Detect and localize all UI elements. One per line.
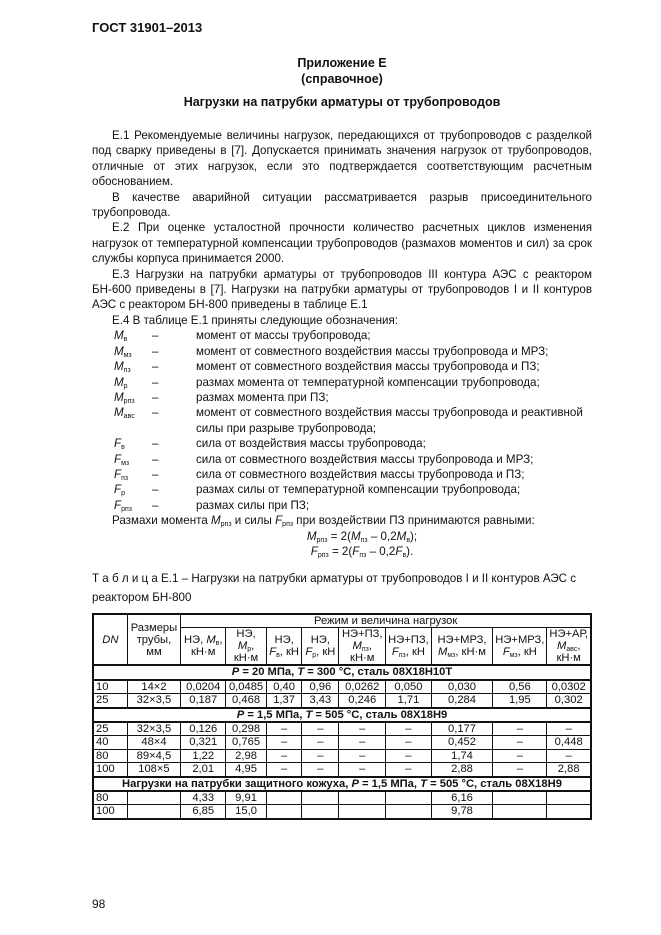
table-cell: – (339, 722, 386, 736)
ranges-sentence (92, 513, 592, 528)
table-cell: – (339, 749, 386, 762)
table-cell: 0,0262 (339, 680, 386, 694)
table-cell: 2,01 (181, 763, 226, 777)
paragraph: Е.4 В таблице Е.1 приняты следующие обозначения: (112, 313, 398, 327)
symbol-letter: M (114, 406, 124, 420)
column-header (181, 628, 226, 666)
symbol-subscript: р (121, 490, 125, 498)
text-segment: M (556, 640, 567, 653)
col-group: Режим и величина нагрузок (181, 614, 591, 628)
table-cell: – (302, 722, 339, 736)
symbol-subscript: рпз (121, 505, 132, 513)
table-cell: 0,177 (431, 722, 493, 736)
text-segment: авс (566, 646, 578, 654)
col-dn (93, 614, 127, 665)
text-segment: Размеры трубы, мм (130, 621, 178, 658)
definition-text: сила от воздействия массы трубопровода; (196, 437, 426, 451)
symbol-letter: M (114, 329, 124, 343)
symbol (114, 467, 152, 482)
text-segment: пз (398, 652, 406, 660)
definition-item (114, 359, 592, 374)
column-header (266, 628, 301, 666)
table-cell: – (386, 763, 432, 777)
text-segment: M (206, 634, 216, 647)
text-segment: = 300 °С, сталь 08Х18Н10Т (304, 666, 453, 679)
dash: – (152, 375, 159, 389)
text-segment: = 1,5 МПа, (358, 777, 421, 790)
table-cell (302, 805, 339, 819)
definition-text: размах силы при ПЗ; (196, 498, 310, 512)
table-cell: – (266, 722, 301, 736)
table-cell: 15,0 (226, 805, 267, 819)
definition-item (114, 452, 592, 467)
table-cell: – (493, 722, 547, 736)
table-cell: 1,74 (431, 749, 493, 762)
text-segment: при воздействии ПЗ принимаются равными: (293, 514, 535, 528)
text-segment: в (402, 551, 407, 559)
text-segment: и силы (231, 514, 276, 528)
symbol (114, 498, 152, 513)
page-number: 98 (92, 897, 106, 911)
symbol-letter: M (114, 344, 124, 358)
column-header (386, 628, 432, 666)
table-cell (266, 791, 301, 805)
loads-table (92, 613, 592, 819)
table-cell: 80 (93, 791, 127, 805)
definition-item (114, 467, 592, 482)
text-segment: НЭ, (236, 628, 256, 641)
column-header (431, 628, 493, 666)
table-row (93, 722, 591, 736)
table-cell: 0,187 (181, 694, 226, 708)
symbol (114, 375, 152, 390)
symbol-subscript: в (123, 336, 128, 344)
table-cell: 0,40 (266, 680, 301, 694)
appendix-note: (справочное) (301, 72, 383, 86)
dash: – (152, 329, 159, 343)
text-segment: M (438, 646, 448, 659)
table-cell: – (493, 736, 547, 749)
table-cell: 0,246 (339, 694, 386, 708)
symbol-subscript: пз (123, 367, 131, 375)
formula-f (92, 544, 592, 559)
text-segment: НЭ, (310, 634, 330, 647)
table-cell: 0,321 (181, 736, 226, 749)
table-cell: – (386, 736, 432, 749)
table-cell: 9,78 (431, 805, 493, 819)
definition-text: сила от совместного воздействия массы трубопровода и ПЗ; (196, 467, 525, 481)
table-cell (493, 805, 547, 819)
definitions-list (114, 328, 592, 513)
symbol (114, 359, 152, 374)
table-cell: 108×5 (127, 763, 181, 777)
text-segment: Размахи момента (112, 514, 211, 528)
definition-item (114, 482, 592, 497)
text-segment: P (231, 666, 240, 679)
definition-item (114, 375, 592, 390)
text-segment: р (247, 646, 252, 654)
table-row (93, 791, 591, 805)
symbol-letter: F (114, 437, 122, 451)
symbol-subscript: мз (121, 459, 130, 467)
symbol-subscript: мз (123, 351, 132, 359)
text-segment: , кН·м (233, 640, 259, 665)
text-segment: F (395, 544, 403, 558)
table-cell: 100 (93, 763, 127, 777)
body-text (92, 128, 592, 559)
table-cell: 0,468 (226, 694, 267, 708)
dash: – (152, 498, 159, 512)
table-cell: 0,452 (431, 736, 493, 749)
section-row (93, 665, 591, 679)
table-cell: 0,0204 (181, 680, 226, 694)
definition-item (114, 344, 592, 359)
text-segment: T (297, 666, 305, 679)
text-segment: F (305, 646, 313, 659)
text-segment: пз (361, 646, 369, 654)
column-header (339, 628, 386, 666)
text-segment: F (275, 514, 283, 528)
table-cell: 0,0485 (226, 680, 267, 694)
text-segment: F (352, 544, 360, 558)
text-segment: , кН (279, 646, 299, 659)
table-cell: 2,98 (226, 749, 267, 762)
symbol-letter: M (114, 390, 124, 404)
text-segment: F (502, 646, 510, 659)
text-segment: – 0,2 (367, 529, 397, 543)
text-segment: M (306, 529, 317, 543)
definition-item (114, 436, 592, 451)
table-row (93, 680, 591, 694)
table-cell: 40 (93, 736, 127, 749)
text-segment: НЭ+ПЗ, (388, 634, 429, 647)
table-cell: 0,030 (431, 680, 493, 694)
text-segment: – 0,2 (366, 544, 396, 558)
dash: – (152, 452, 159, 466)
table-cell: 1,71 (386, 694, 432, 708)
table-cell: 3,43 (302, 694, 339, 708)
table-cell (266, 805, 301, 819)
text-segment: НЭ, (183, 634, 207, 647)
text-segment: в (276, 652, 280, 660)
text-segment: НЭ+АР, (549, 628, 588, 641)
table-cell (339, 791, 386, 805)
document-header: ГОСТ 31901–2013 (92, 20, 203, 35)
text-segment: в (406, 536, 411, 544)
text-segment: = 505 °С, сталь 08Х18Н9 (312, 708, 448, 721)
table-cell: – (547, 722, 591, 736)
definition-item (114, 498, 592, 513)
text-segment: M (396, 529, 407, 543)
symbol (114, 436, 152, 451)
section-title (93, 708, 591, 722)
table-cell: 0,302 (547, 694, 591, 708)
table-cell: – (493, 749, 547, 762)
table-cell: 1,37 (266, 694, 301, 708)
symbol (114, 405, 152, 436)
table-cell: 0,0302 (547, 680, 591, 694)
table-cell: 0,298 (226, 722, 267, 736)
section-title: Нагрузки на патрубки арматуры от трубопроводов (183, 95, 501, 109)
text-segment: ); (410, 529, 418, 543)
text-segment: , кН·м (191, 634, 223, 659)
dash: – (152, 483, 159, 497)
text-segment: рпз (316, 536, 328, 544)
definition-item (114, 328, 592, 343)
table-cell: 80 (93, 749, 127, 762)
text-segment: НЭ, (274, 634, 294, 647)
text-segment: , кН·м (350, 640, 375, 665)
table-cell: – (302, 749, 339, 762)
table-cell: – (386, 722, 432, 736)
symbol-letter: F (114, 498, 122, 512)
symbol (114, 482, 152, 497)
section-title (93, 665, 591, 679)
definition-text: момент от совместного воздействия массы трубопровода и реактивной силы при разрыве трубопровода; (196, 406, 583, 435)
table-cell: – (266, 763, 301, 777)
dash: – (152, 344, 159, 358)
symbol-subscript: авс (123, 413, 135, 421)
table-cell: – (386, 749, 432, 762)
dash: – (152, 360, 159, 374)
table-cell: – (339, 763, 386, 777)
symbol (114, 328, 152, 343)
text-segment: M (352, 640, 362, 653)
text-segment: F (269, 646, 277, 659)
table-cell: 0,126 (181, 722, 226, 736)
section-row (93, 708, 591, 722)
table-cell: 4,95 (226, 763, 267, 777)
definition-text: сила от совместного воздействия массы трубопровода и МРЗ; (196, 452, 534, 466)
text-segment: DN (102, 633, 119, 646)
table-row (93, 694, 591, 708)
table-cell: 0,448 (547, 736, 591, 749)
definition-text: момент от совместного воздействия массы трубопровода и МРЗ; (196, 344, 549, 358)
dash: – (152, 467, 159, 481)
symbol (114, 390, 152, 405)
appendix-title: Приложение Е (297, 56, 387, 70)
table-cell: 0,050 (386, 680, 432, 694)
table-cell: 2,88 (431, 763, 493, 777)
text-segment: мз (447, 652, 456, 660)
definition-text: момент от массы трубопровода; (196, 329, 371, 343)
table-cell: 4,33 (181, 791, 226, 805)
text-segment: рпз (220, 521, 232, 529)
text-segment: = 20 МПа, (239, 666, 298, 679)
table-cell (547, 791, 591, 805)
dash: – (152, 390, 159, 404)
table-cell: 0,56 (493, 680, 547, 694)
formula-m (92, 529, 592, 544)
table-cell (386, 791, 432, 805)
table-cell: – (339, 736, 386, 749)
table-cell: 0,765 (226, 736, 267, 749)
paragraph: Е.3 Нагрузки на патрубки арматуры от трубопроводов III контура АЭС с реактором БН-600 приведены в [7]. Нагрузки на патрубки арматуры от трубопроводов I и II контуров АЭС с реактором БН-800 приведены в таблице Е.1 (92, 267, 592, 312)
text-segment: ). (406, 544, 414, 558)
dash: – (152, 437, 159, 451)
symbol-letter: F (114, 483, 122, 497)
table-cell: 6,85 (181, 805, 226, 819)
text-segment: M (350, 529, 361, 543)
text-segment: мз (509, 652, 518, 660)
table-cell: – (493, 763, 547, 777)
table-cell (302, 791, 339, 805)
section-title (93, 777, 591, 791)
table-cell: 0,284 (431, 694, 493, 708)
table-cell: 32×3,5 (127, 722, 181, 736)
text-segment: , кН·м (556, 640, 581, 665)
table-cell: 2,88 (547, 763, 591, 777)
table-cell: – (302, 736, 339, 749)
table-cell: 25 (93, 694, 127, 708)
text-segment: = 2( (327, 529, 351, 543)
table-caption: Т а б л и ц а Е.1 – Нагрузки на патрубки арматуры от трубопроводов I и II контуров АЭС с реактором БН-800 (92, 572, 577, 605)
table-row (93, 763, 591, 777)
symbol-subscript: рпз (123, 397, 135, 405)
text-segment: Нагрузки на патрубки защитного кожуха, (122, 777, 352, 790)
text-segment: M (237, 640, 248, 653)
table-cell: – (547, 749, 591, 762)
table-cell: 1,95 (493, 694, 547, 708)
column-header (547, 628, 591, 666)
table-cell: 48×4 (127, 736, 181, 749)
table-cell: 1,22 (181, 749, 226, 762)
text-segment: M (210, 514, 221, 528)
text-segment: , кН·м (455, 646, 486, 659)
table-cell (127, 791, 181, 805)
symbol-letter: F (114, 467, 122, 481)
table-cell: 9,91 (226, 791, 267, 805)
text-segment: НЭ+МРЗ, (437, 634, 487, 647)
table-cell: – (302, 763, 339, 777)
text-segment: P (236, 708, 245, 721)
text-segment: , кН (517, 646, 537, 659)
table-cell: 6,16 (431, 791, 493, 805)
table-cell: 10 (93, 680, 127, 694)
text-segment: НЭ+ПЗ, (341, 628, 383, 641)
text-segment: = 2( (328, 544, 353, 558)
definition-text: момент от совместного воздействия массы трубопровода и ПЗ; (196, 360, 540, 374)
table-cell: 100 (93, 805, 127, 819)
symbol-subscript: р (123, 382, 128, 390)
text-segment: , кН (316, 646, 336, 659)
text-segment: р (312, 652, 317, 660)
text-segment: рпз (282, 521, 294, 529)
symbol (114, 452, 152, 467)
paragraph: В качестве аварийной ситуации рассматривается разрыв присоединительного трубопровода. (92, 190, 592, 220)
table-row (93, 805, 591, 819)
symbol-letter: M (114, 360, 124, 374)
text-segment: T (420, 777, 427, 790)
text-segment: в (215, 640, 220, 648)
symbol-letter: M (114, 375, 124, 389)
table-cell: – (266, 749, 301, 762)
text-segment: F (391, 646, 399, 659)
table-cell: 25 (93, 722, 127, 736)
table-cell: 89×4,5 (127, 749, 181, 762)
text-segment: , кН (405, 646, 425, 659)
table-cell (493, 791, 547, 805)
text-segment: рпз (317, 551, 329, 559)
table-cell: 0,96 (302, 680, 339, 694)
column-header (302, 628, 339, 666)
text-segment: пз (359, 551, 367, 559)
paragraph: Е.2 При оценке усталостной прочности количество расчетных циклов изменения нагрузок от температурной компенсации трубопроводов (размахов моментов и сил) за срок службы корпуса принимается 2000. (92, 221, 592, 266)
definition-text: размах момента от температурной компенсации трубопровода; (196, 375, 540, 389)
symbol (114, 344, 152, 359)
table-row (93, 749, 591, 762)
text-segment: НЭ+МРЗ, (495, 634, 545, 647)
table-cell: 32×3,5 (127, 694, 181, 708)
table-row (93, 736, 591, 749)
definition-text: размах силы от температурной компенсации трубопровода; (196, 483, 521, 497)
definition-text: размах момента при ПЗ; (196, 390, 329, 404)
symbol-subscript: пз (121, 474, 129, 482)
text-segment: T (305, 708, 313, 721)
table-cell: – (266, 736, 301, 749)
text-segment: = 505 °С, сталь 08Х18Н9 (426, 777, 562, 790)
dash: – (152, 406, 159, 420)
symbol-letter: F (114, 452, 122, 466)
text-segment: F (310, 544, 318, 558)
table-cell (547, 805, 591, 819)
text-segment: = 1,5 МПа, (244, 708, 306, 721)
text-segment: пз (360, 536, 368, 544)
text-segment: P (351, 777, 359, 790)
definition-item (114, 405, 592, 436)
definition-item (114, 390, 592, 405)
table-cell: 14×2 (127, 680, 181, 694)
table-cell (386, 805, 432, 819)
paragraph: Е.1 Рекомендуемые величины нагрузок, передающихся от трубопроводов с разделкой под сварку приведены в [7]. Допускается принимать значения нагрузок от трубопроводов, отличные от этих нагрузок, если это подтверждается соответствующим расчетным обоснованием. (92, 129, 592, 189)
column-header (493, 628, 547, 666)
table-cell (339, 805, 386, 819)
section-row (93, 777, 591, 791)
table-cell (127, 805, 181, 819)
symbol-subscript: в (121, 444, 125, 452)
col-size (127, 614, 181, 665)
column-header (226, 628, 267, 666)
